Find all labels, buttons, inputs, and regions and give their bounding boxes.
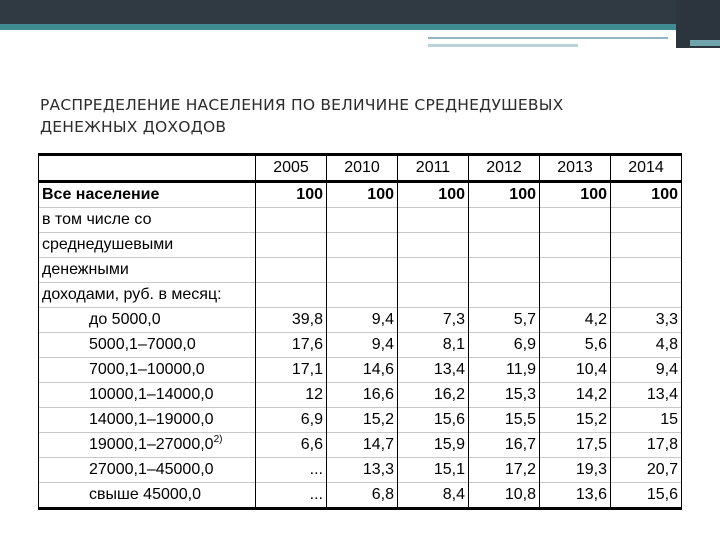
subheader-row (39, 233, 682, 258)
table-row (39, 408, 682, 433)
slide-header-bar (0, 0, 720, 26)
table-cell: ... (256, 458, 327, 483)
table-cell: 6,9 (469, 333, 540, 358)
table-cell: 8,1 (398, 333, 469, 358)
table-cell: 13,3 (327, 458, 398, 483)
year-header: 2010 (327, 155, 398, 182)
table-cell: 9,4 (611, 358, 682, 383)
year-header: 2014 (611, 155, 682, 182)
table-cell: 100 (327, 182, 398, 208)
row-label (39, 433, 256, 458)
table-row (39, 458, 682, 483)
table-cell: 6,6 (256, 433, 327, 458)
footnote-marker: 2) (213, 434, 223, 445)
table-cell: 15,2 (327, 408, 398, 433)
table-cell: 17,1 (256, 358, 327, 383)
table-cell: 19,3 (540, 458, 611, 483)
table-cell: 5,7 (469, 308, 540, 333)
table-cell: 15,2 (540, 408, 611, 433)
row-label: 10000,1–14000,0 (39, 383, 256, 408)
decor-line (690, 40, 720, 46)
subheader-line: доходами, руб. в месяц: (39, 283, 256, 308)
table-cell: 100 (611, 182, 682, 208)
table-cell: 14,7 (327, 433, 398, 458)
year-header: 2005 (256, 155, 327, 182)
table-cell: 100 (540, 182, 611, 208)
table-cell: 16,7 (469, 433, 540, 458)
income-distribution-table (38, 153, 682, 510)
table-cell: 17,8 (611, 433, 682, 458)
subheader-row (39, 258, 682, 283)
table-cell: 5,6 (540, 333, 611, 358)
table-cell: 13,6 (540, 483, 611, 509)
row-label: Все население (39, 182, 256, 208)
table-row (39, 483, 682, 509)
subheader-row (39, 283, 682, 308)
table-cell: 15,5 (469, 408, 540, 433)
table-cell: 16,2 (398, 383, 469, 408)
table-cell: 17,2 (469, 458, 540, 483)
table-cell: 15,1 (398, 458, 469, 483)
subheader-row (39, 208, 682, 233)
row-label: 14000,1–19000,0 (39, 408, 256, 433)
header-accent-band (0, 24, 720, 30)
table-cell: 9,4 (327, 333, 398, 358)
table-cell: 14,2 (540, 383, 611, 408)
row-label: 7000,1–10000,0 (39, 358, 256, 383)
subheader-line: среднедушевыми (39, 233, 256, 258)
table-cell: 15 (611, 408, 682, 433)
row-label-text: 19000,1–27000,0 (89, 436, 214, 453)
table-row (39, 333, 682, 358)
table-cell: 17,5 (540, 433, 611, 458)
year-header: 2011 (398, 155, 469, 182)
header-row (39, 155, 682, 182)
decor-line (428, 44, 578, 47)
table-cell: 15,6 (611, 483, 682, 509)
table-cell: 14,6 (327, 358, 398, 383)
row-label: 5000,1–7000,0 (39, 333, 256, 358)
table-cell: 12 (256, 383, 327, 408)
row-label: до 5000,0 (39, 308, 256, 333)
year-header: 2013 (540, 155, 611, 182)
table-cell: 100 (398, 182, 469, 208)
year-header: 2012 (469, 155, 540, 182)
table-cell: 10,4 (540, 358, 611, 383)
table-cell: 4,8 (611, 333, 682, 358)
table-row (39, 433, 682, 458)
table-cell: 6,8 (327, 483, 398, 509)
decor-line (428, 37, 668, 39)
table-cell: 13,4 (611, 383, 682, 408)
table-cell: 15,3 (469, 383, 540, 408)
title-line-2: ДЕНЕЖНЫХ ДОХОДОВ (40, 118, 227, 136)
table-cell: 4,2 (540, 308, 611, 333)
table-cell: 7,3 (398, 308, 469, 333)
slide-title (40, 94, 680, 138)
table-cell: 11,9 (469, 358, 540, 383)
table-cell: 39,8 (256, 308, 327, 333)
table-cell: 16,6 (327, 383, 398, 408)
table-cell: 3,3 (611, 308, 682, 333)
table-row (39, 383, 682, 408)
table-cell: 100 (469, 182, 540, 208)
table-cell: 15,9 (398, 433, 469, 458)
table-cell: ... (256, 483, 327, 509)
total-row (39, 182, 682, 208)
row-label: свыше 45000,0 (39, 483, 256, 509)
row-label: 27000,1–45000,0 (39, 458, 256, 483)
subheader-line: денежными (39, 258, 256, 283)
table-cell: 20,7 (611, 458, 682, 483)
table-row (39, 358, 682, 383)
table-cell: 9,4 (327, 308, 398, 333)
table-cell: 13,4 (398, 358, 469, 383)
table-cell: 8,4 (398, 483, 469, 509)
subheader-line: в том числе со (39, 208, 256, 233)
table-row (39, 308, 682, 333)
header-corner-cell (39, 155, 256, 182)
table-cell: 100 (256, 182, 327, 208)
table-cell: 6,9 (256, 408, 327, 433)
table-cell: 15,6 (398, 408, 469, 433)
title-line-1: РАСПРЕДЕЛЕНИЕ НАСЕЛЕНИЯ ПО ВЕЛИЧИНЕ СРЕДНЕДУШЕВЫХ (40, 96, 564, 114)
table-cell: 17,6 (256, 333, 327, 358)
table-cell: 10,8 (469, 483, 540, 509)
